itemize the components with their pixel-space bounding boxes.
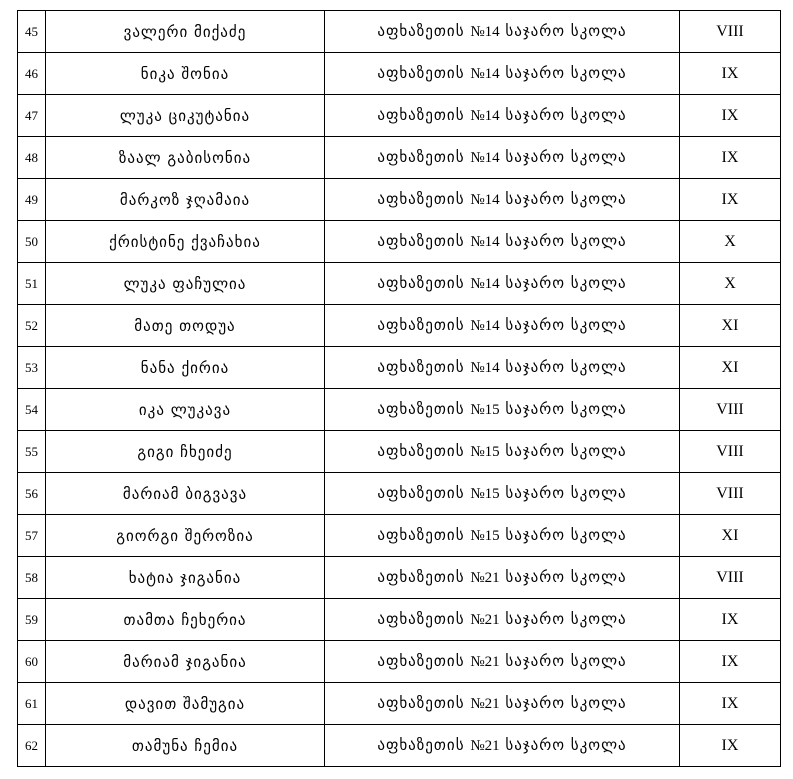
grade-cell: XI xyxy=(680,347,781,389)
school-region: აფხაზეთის xyxy=(377,610,465,628)
grade-cell: VIII xyxy=(680,431,781,473)
school-cell xyxy=(325,305,680,347)
school-number: №14 xyxy=(470,192,500,208)
school-region: აფხაზეთის xyxy=(377,694,465,712)
table-row xyxy=(18,95,781,137)
table-row xyxy=(18,179,781,221)
school-cell xyxy=(325,221,680,263)
school-cell xyxy=(325,137,680,179)
school-cell xyxy=(325,389,680,431)
row-number-cell: 58 xyxy=(18,557,46,599)
student-name-cell: ვალერი მიქაძე xyxy=(46,11,325,53)
school-type: საჯარო სკოლა xyxy=(505,484,627,502)
school-cell xyxy=(325,725,680,767)
school-cell xyxy=(325,599,680,641)
row-number-cell: 62 xyxy=(18,725,46,767)
row-number-cell: 57 xyxy=(18,515,46,557)
school-number: №15 xyxy=(470,486,500,502)
school-cell xyxy=(325,95,680,137)
school-cell xyxy=(325,11,680,53)
grade-cell: X xyxy=(680,263,781,305)
grade-cell: X xyxy=(680,221,781,263)
table-row xyxy=(18,221,781,263)
grade-cell: IX xyxy=(680,95,781,137)
school-cell xyxy=(325,431,680,473)
grade-cell: VIII xyxy=(680,473,781,515)
school-number: №15 xyxy=(470,402,500,418)
student-name-cell: იკა ლუკავა xyxy=(46,389,325,431)
school-cell xyxy=(325,53,680,95)
student-name-cell: ლუკა ფაჩულია xyxy=(46,263,325,305)
table-row xyxy=(18,137,781,179)
school-type: საჯარო სკოლა xyxy=(505,190,627,208)
school-number: №14 xyxy=(470,360,500,376)
grade-cell: VIII xyxy=(680,11,781,53)
school-region: აფხაზეთის xyxy=(377,190,465,208)
school-cell xyxy=(325,557,680,599)
student-name-cell: დავით შამუგია xyxy=(46,683,325,725)
school-region: აფხაზეთის xyxy=(377,22,465,40)
school-cell xyxy=(325,263,680,305)
student-name-cell: მარიამ ჯიგანია xyxy=(46,641,325,683)
school-region: აფხაზეთის xyxy=(377,274,465,292)
students-table-body xyxy=(18,11,781,767)
grade-cell: XI xyxy=(680,305,781,347)
school-region: აფხაზეთის xyxy=(377,400,465,418)
school-type: საჯარო სკოლა xyxy=(505,568,627,586)
table-row xyxy=(18,11,781,53)
table-row xyxy=(18,515,781,557)
school-type: საჯარო სკოლა xyxy=(505,148,627,166)
school-type: საჯარო სკოლა xyxy=(505,610,627,628)
school-number: №14 xyxy=(470,24,500,40)
row-number-cell: 53 xyxy=(18,347,46,389)
school-region: აფხაზეთის xyxy=(377,106,465,124)
table-row xyxy=(18,53,781,95)
table-row xyxy=(18,641,781,683)
school-region: აფხაზეთის xyxy=(377,736,465,754)
row-number-cell: 60 xyxy=(18,641,46,683)
student-name-cell: ლუკა ციკუტანია xyxy=(46,95,325,137)
student-name-cell: მარკოზ ჯღამაია xyxy=(46,179,325,221)
student-name-cell: ხატია ჯიგანია xyxy=(46,557,325,599)
row-number-cell: 56 xyxy=(18,473,46,515)
school-region: აფხაზეთის xyxy=(377,148,465,166)
table-row xyxy=(18,557,781,599)
school-type: საჯარო სკოლა xyxy=(505,694,627,712)
grade-cell: VIII xyxy=(680,389,781,431)
row-number-cell: 61 xyxy=(18,683,46,725)
student-name-cell: ქრისტინე ქვაჩახია xyxy=(46,221,325,263)
table-row xyxy=(18,431,781,473)
school-number: №15 xyxy=(470,444,500,460)
grade-cell: IX xyxy=(680,179,781,221)
grade-cell: IX xyxy=(680,641,781,683)
grade-cell: XI xyxy=(680,515,781,557)
school-region: აფხაზეთის xyxy=(377,232,465,250)
row-number-cell: 55 xyxy=(18,431,46,473)
school-number: №21 xyxy=(470,612,500,628)
student-name-cell: გიგი ჩხეიძე xyxy=(46,431,325,473)
school-cell xyxy=(325,347,680,389)
school-region: აფხაზეთის xyxy=(377,64,465,82)
student-name-cell: მარიამ ბიგვავა xyxy=(46,473,325,515)
school-region: აფხაზეთის xyxy=(377,484,465,502)
school-type: საჯარო სკოლა xyxy=(505,736,627,754)
table-row xyxy=(18,389,781,431)
grade-cell: IX xyxy=(680,725,781,767)
school-region: აფხაზეთის xyxy=(377,652,465,670)
school-type: საჯარო სკოლა xyxy=(505,22,627,40)
school-type: საჯარო სკოლა xyxy=(505,400,627,418)
row-number-cell: 47 xyxy=(18,95,46,137)
school-number: №14 xyxy=(470,108,500,124)
school-type: საჯარო სკოლა xyxy=(505,232,627,250)
school-number: №14 xyxy=(470,318,500,334)
school-cell xyxy=(325,641,680,683)
school-type: საჯარო სკოლა xyxy=(505,316,627,334)
row-number-cell: 49 xyxy=(18,179,46,221)
row-number-cell: 50 xyxy=(18,221,46,263)
row-number-cell: 51 xyxy=(18,263,46,305)
row-number-cell: 45 xyxy=(18,11,46,53)
school-number: №14 xyxy=(470,66,500,82)
school-cell xyxy=(325,473,680,515)
school-number: №21 xyxy=(470,738,500,754)
student-name-cell: თამუნა ჩემია xyxy=(46,725,325,767)
school-region: აფხაზეთის xyxy=(377,358,465,376)
school-number: №14 xyxy=(470,234,500,250)
school-region: აფხაზეთის xyxy=(377,526,465,544)
table-row xyxy=(18,599,781,641)
table-row xyxy=(18,683,781,725)
school-number: №15 xyxy=(470,528,500,544)
table-row xyxy=(18,473,781,515)
school-cell xyxy=(325,179,680,221)
grade-cell: IX xyxy=(680,137,781,179)
row-number-cell: 59 xyxy=(18,599,46,641)
school-number: №21 xyxy=(470,654,500,670)
row-number-cell: 54 xyxy=(18,389,46,431)
grade-cell: VIII xyxy=(680,557,781,599)
grade-cell: IX xyxy=(680,53,781,95)
table-row xyxy=(18,725,781,767)
row-number-cell: 52 xyxy=(18,305,46,347)
student-name-cell: მათე თოდუა xyxy=(46,305,325,347)
grade-cell: IX xyxy=(680,599,781,641)
table-row xyxy=(18,305,781,347)
school-number: №14 xyxy=(470,150,500,166)
table-row xyxy=(18,347,781,389)
school-cell xyxy=(325,683,680,725)
school-region: აფხაზეთის xyxy=(377,316,465,334)
student-name-cell: ნანა ქირია xyxy=(46,347,325,389)
school-type: საჯარო სკოლა xyxy=(505,274,627,292)
student-name-cell: ნიკა შონია xyxy=(46,53,325,95)
row-number-cell: 48 xyxy=(18,137,46,179)
school-number: №21 xyxy=(470,696,500,712)
row-number-cell: 46 xyxy=(18,53,46,95)
student-name-cell: გიორგი შეროზია xyxy=(46,515,325,557)
school-type: საჯარო სკოლა xyxy=(505,652,627,670)
school-cell xyxy=(325,515,680,557)
school-type: საჯარო სკოლა xyxy=(505,442,627,460)
student-name-cell: ზაალ გაბისონია xyxy=(46,137,325,179)
school-type: საჯარო სკოლა xyxy=(505,106,627,124)
school-number: №21 xyxy=(470,570,500,586)
table-row xyxy=(18,263,781,305)
school-number: №14 xyxy=(470,276,500,292)
school-region: აფხაზეთის xyxy=(377,442,465,460)
grade-cell: IX xyxy=(680,683,781,725)
school-type: საჯარო სკოლა xyxy=(505,64,627,82)
students-table xyxy=(17,10,781,767)
school-type: საჯარო სკოლა xyxy=(505,358,627,376)
school-region: აფხაზეთის xyxy=(377,568,465,586)
school-type: საჯარო სკოლა xyxy=(505,526,627,544)
student-name-cell: თამთა ჩეხერია xyxy=(46,599,325,641)
